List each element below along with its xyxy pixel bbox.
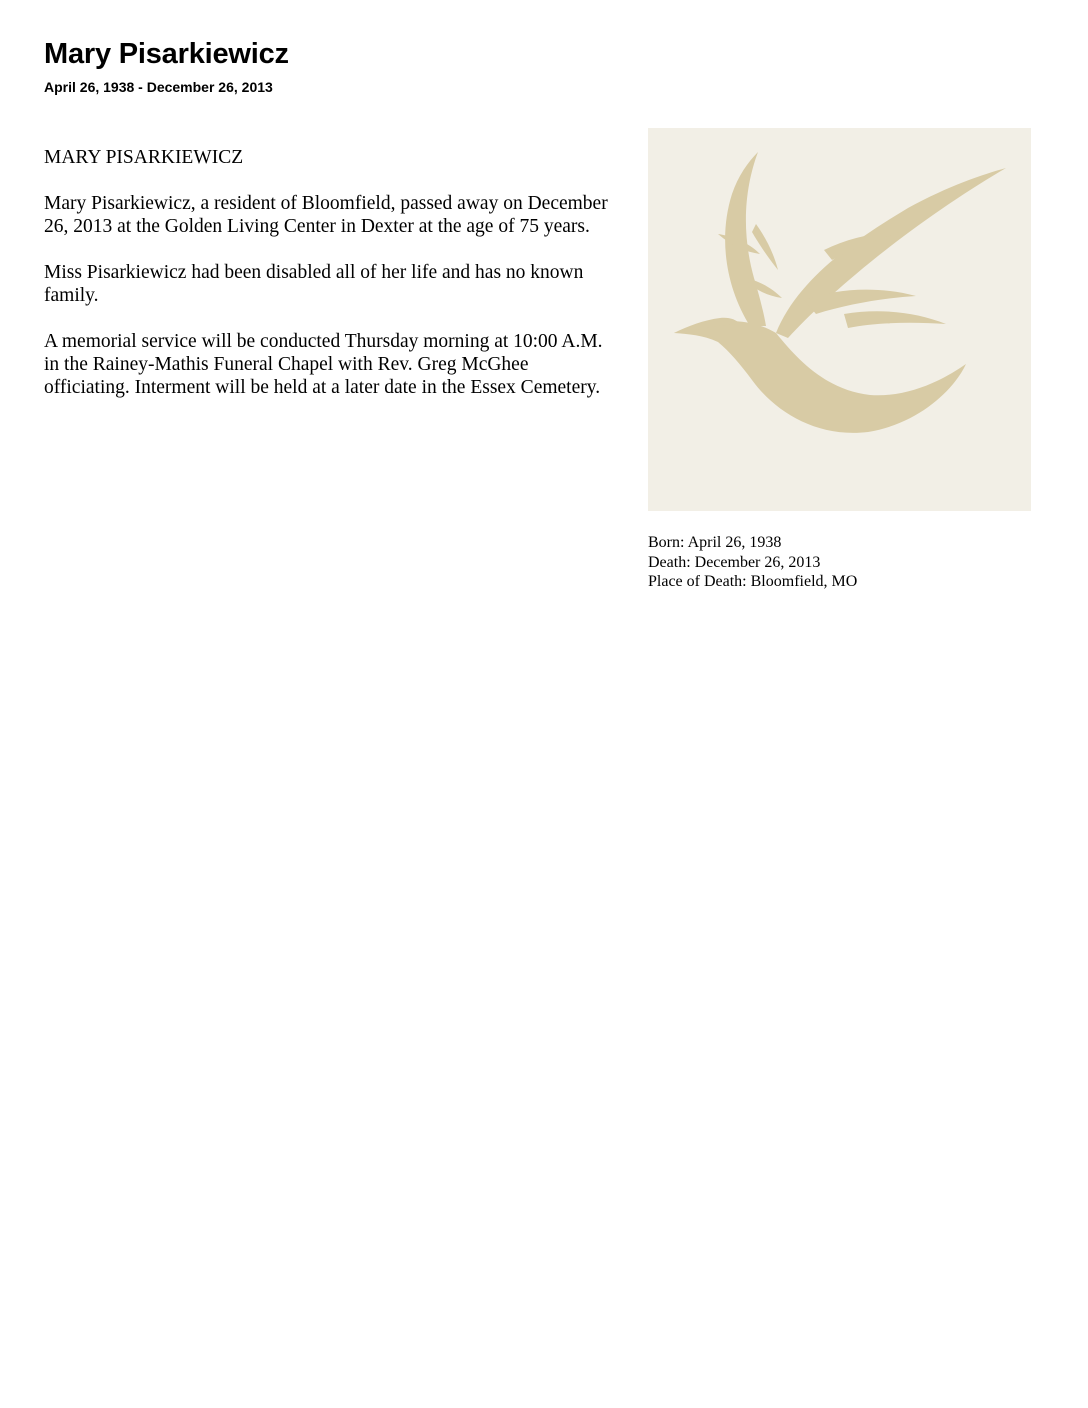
death-date: Death: December 26, 2013	[648, 553, 821, 571]
obituary-paragraph: A memorial service will be conducted Thursday morning at 10:00 A.M. in the Rainey-Mathis Funeral Chapel with Rev. Greg McGhee officiating. Interment will be held at a later date in the Essex Cemetery.	[44, 331, 603, 398]
page-title: Mary Pisarkiewicz	[44, 38, 289, 70]
place-of-death: Place of Death: Bloomfield, MO	[648, 573, 858, 590]
obituary-paragraph: Mary Pisarkiewicz, a resident of Bloomfield, passed away on December 26, 2013 at the Golden Living Center in Dexter at the age of 75 years.	[44, 193, 608, 237]
obituary-body	[44, 146, 614, 422]
obituary-heading: MARY PISARKIEWICZ	[44, 147, 244, 168]
born-date: Born: April 26, 1938	[648, 534, 782, 551]
memorial-image	[648, 128, 1031, 511]
obituary-paragraph: Miss Pisarkiewicz had been disabled all of her life and has no known family.	[44, 262, 584, 306]
life-dates: April 26, 1938 - December 26, 2013	[44, 79, 273, 95]
obituary-facts	[648, 533, 857, 592]
dove-icon	[648, 128, 1031, 511]
obituary-header	[44, 36, 289, 96]
